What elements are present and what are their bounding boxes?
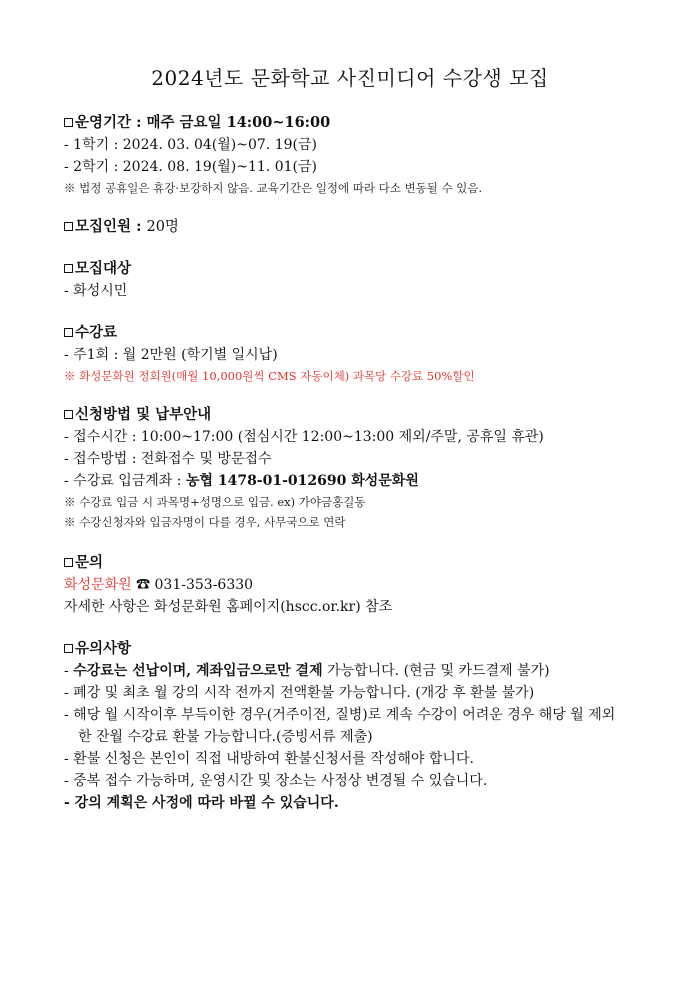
notice-item1 [64, 660, 664, 682]
section-heading-fee [64, 322, 664, 344]
notice-item1-bold: 수강료는 선납이며, 계좌입금으로만 결제 [73, 663, 323, 679]
notice-item4: - 환불 신청은 본인이 직접 내방하여 환불신청서를 작성해야 합니다. [64, 751, 474, 767]
section-heading-operation [64, 112, 664, 134]
section-fee [64, 322, 664, 386]
notice-item3-line2: 한 잔월 수강료 환불 가능합니다.(증빙서류 제출) [78, 729, 373, 745]
apply-note2: ※ 수강신청자와 입금자명이 다를 경우, 사무국으로 연락 [64, 515, 346, 529]
section-target [64, 258, 664, 302]
checkbox-square-icon [64, 118, 73, 127]
notice-item1-prefix: - [64, 663, 74, 679]
contact-org: 화성문화원 [64, 577, 132, 593]
notice-head-text: 유의사항 [75, 640, 132, 657]
section-notice [64, 638, 664, 814]
notice-item6: - 강의 계획은 사정에 따라 바뀔 수 있습니다. [64, 795, 339, 811]
apply-method: - 접수방법 : 전화접수 및 방문접수 [64, 451, 272, 467]
document-body [64, 112, 664, 814]
apply-note1: ※ 수강료 입금 시 과목명+성명으로 입금. ex) 가야금홍길동 [64, 495, 366, 509]
operation-term1: - 1학기 : 2024. 03. 04(월)~07. 19(금) [64, 137, 317, 153]
apply-account-value: 농협 1478-01-012690 화성문화원 [185, 473, 419, 489]
checkbox-square-icon [64, 410, 73, 419]
operation-term2: - 2학기 : 2024. 08. 19(월)~11. 01(금) [64, 159, 317, 175]
apply-account-label: - 수강료 입금계좌 : [64, 473, 186, 489]
checkbox-square-icon [64, 558, 73, 567]
phone-icon: ☎ [136, 577, 151, 593]
section-heading-apply [64, 404, 664, 426]
fee-head-text: 수강료 [75, 324, 118, 341]
checkbox-square-icon [64, 328, 73, 337]
checkbox-square-icon [64, 264, 73, 273]
apply-head-text: 신청방법 및 납부안내 [75, 406, 212, 423]
recruit-count-label: 모집인원 : [75, 218, 147, 235]
section-apply [64, 404, 664, 532]
target-head-text: 모집대상 [75, 260, 132, 277]
operation-head-value: 매주 금요일 14:00~16:00 [146, 114, 331, 131]
section-contact [64, 552, 664, 618]
notice-item2: - 폐강 및 최초 월 강의 시작 전까지 전액환불 가능합니다. (개강 후 환불 불가) [64, 685, 535, 701]
section-heading-target [64, 258, 664, 280]
operation-note: ※ 법정 공휴일은 휴강·보강하지 않음. 교육기간은 일정에 따라 다소 변동될 수 있음. [64, 181, 483, 195]
notice-item3-line1: - 해당 월 시작이후 부득이한 경우(거주이전, 질병)로 계속 수강이 어려운 경우 해당 월 제외 [64, 707, 616, 723]
apply-account [64, 470, 664, 492]
apply-time: - 접수시간 : 10:00~17:00 (점심시간 12:00~13:00 제외/주말, 공휴일 휴관) [64, 429, 544, 445]
recruit-count-value: 20명 [146, 219, 179, 235]
operation-head-label: 운영기간 : [75, 114, 147, 131]
fee-line: - 주1회 : 월 2만원 (학기별 일시납) [64, 347, 278, 363]
notice-item5: - 중복 접수 가능하며, 운영시간 및 장소는 사정상 변경될 수 있습니다. [64, 773, 488, 789]
section-heading-recruit-count [64, 216, 664, 238]
section-operation [64, 112, 664, 198]
page-title: 2024년도 문화학교 사진미디어 수강생 모집 [151, 66, 549, 90]
fee-discount-note: ※ 화성문화원 정회원(매월 10,000원씩 CMS 자동이체) 과목당 수강료 50%할인 [64, 369, 475, 383]
contact-detail: 자세한 사항은 화성문화원 홈페이지(hscc.or.kr) 참조 [64, 599, 393, 615]
contact-phone-line [64, 574, 664, 596]
section-heading-notice [64, 638, 664, 660]
checkbox-square-icon [64, 222, 73, 231]
checkbox-square-icon [64, 644, 73, 653]
contact-head-text: 문의 [75, 554, 104, 571]
section-recruit-count [64, 216, 664, 238]
target-line: - 화성시민 [64, 283, 128, 299]
notice-item1-rest: 가능합니다. (현금 및 카드결제 불가) [322, 663, 550, 679]
section-heading-contact [64, 552, 664, 574]
contact-phone: 031-353-6330 [150, 577, 254, 593]
